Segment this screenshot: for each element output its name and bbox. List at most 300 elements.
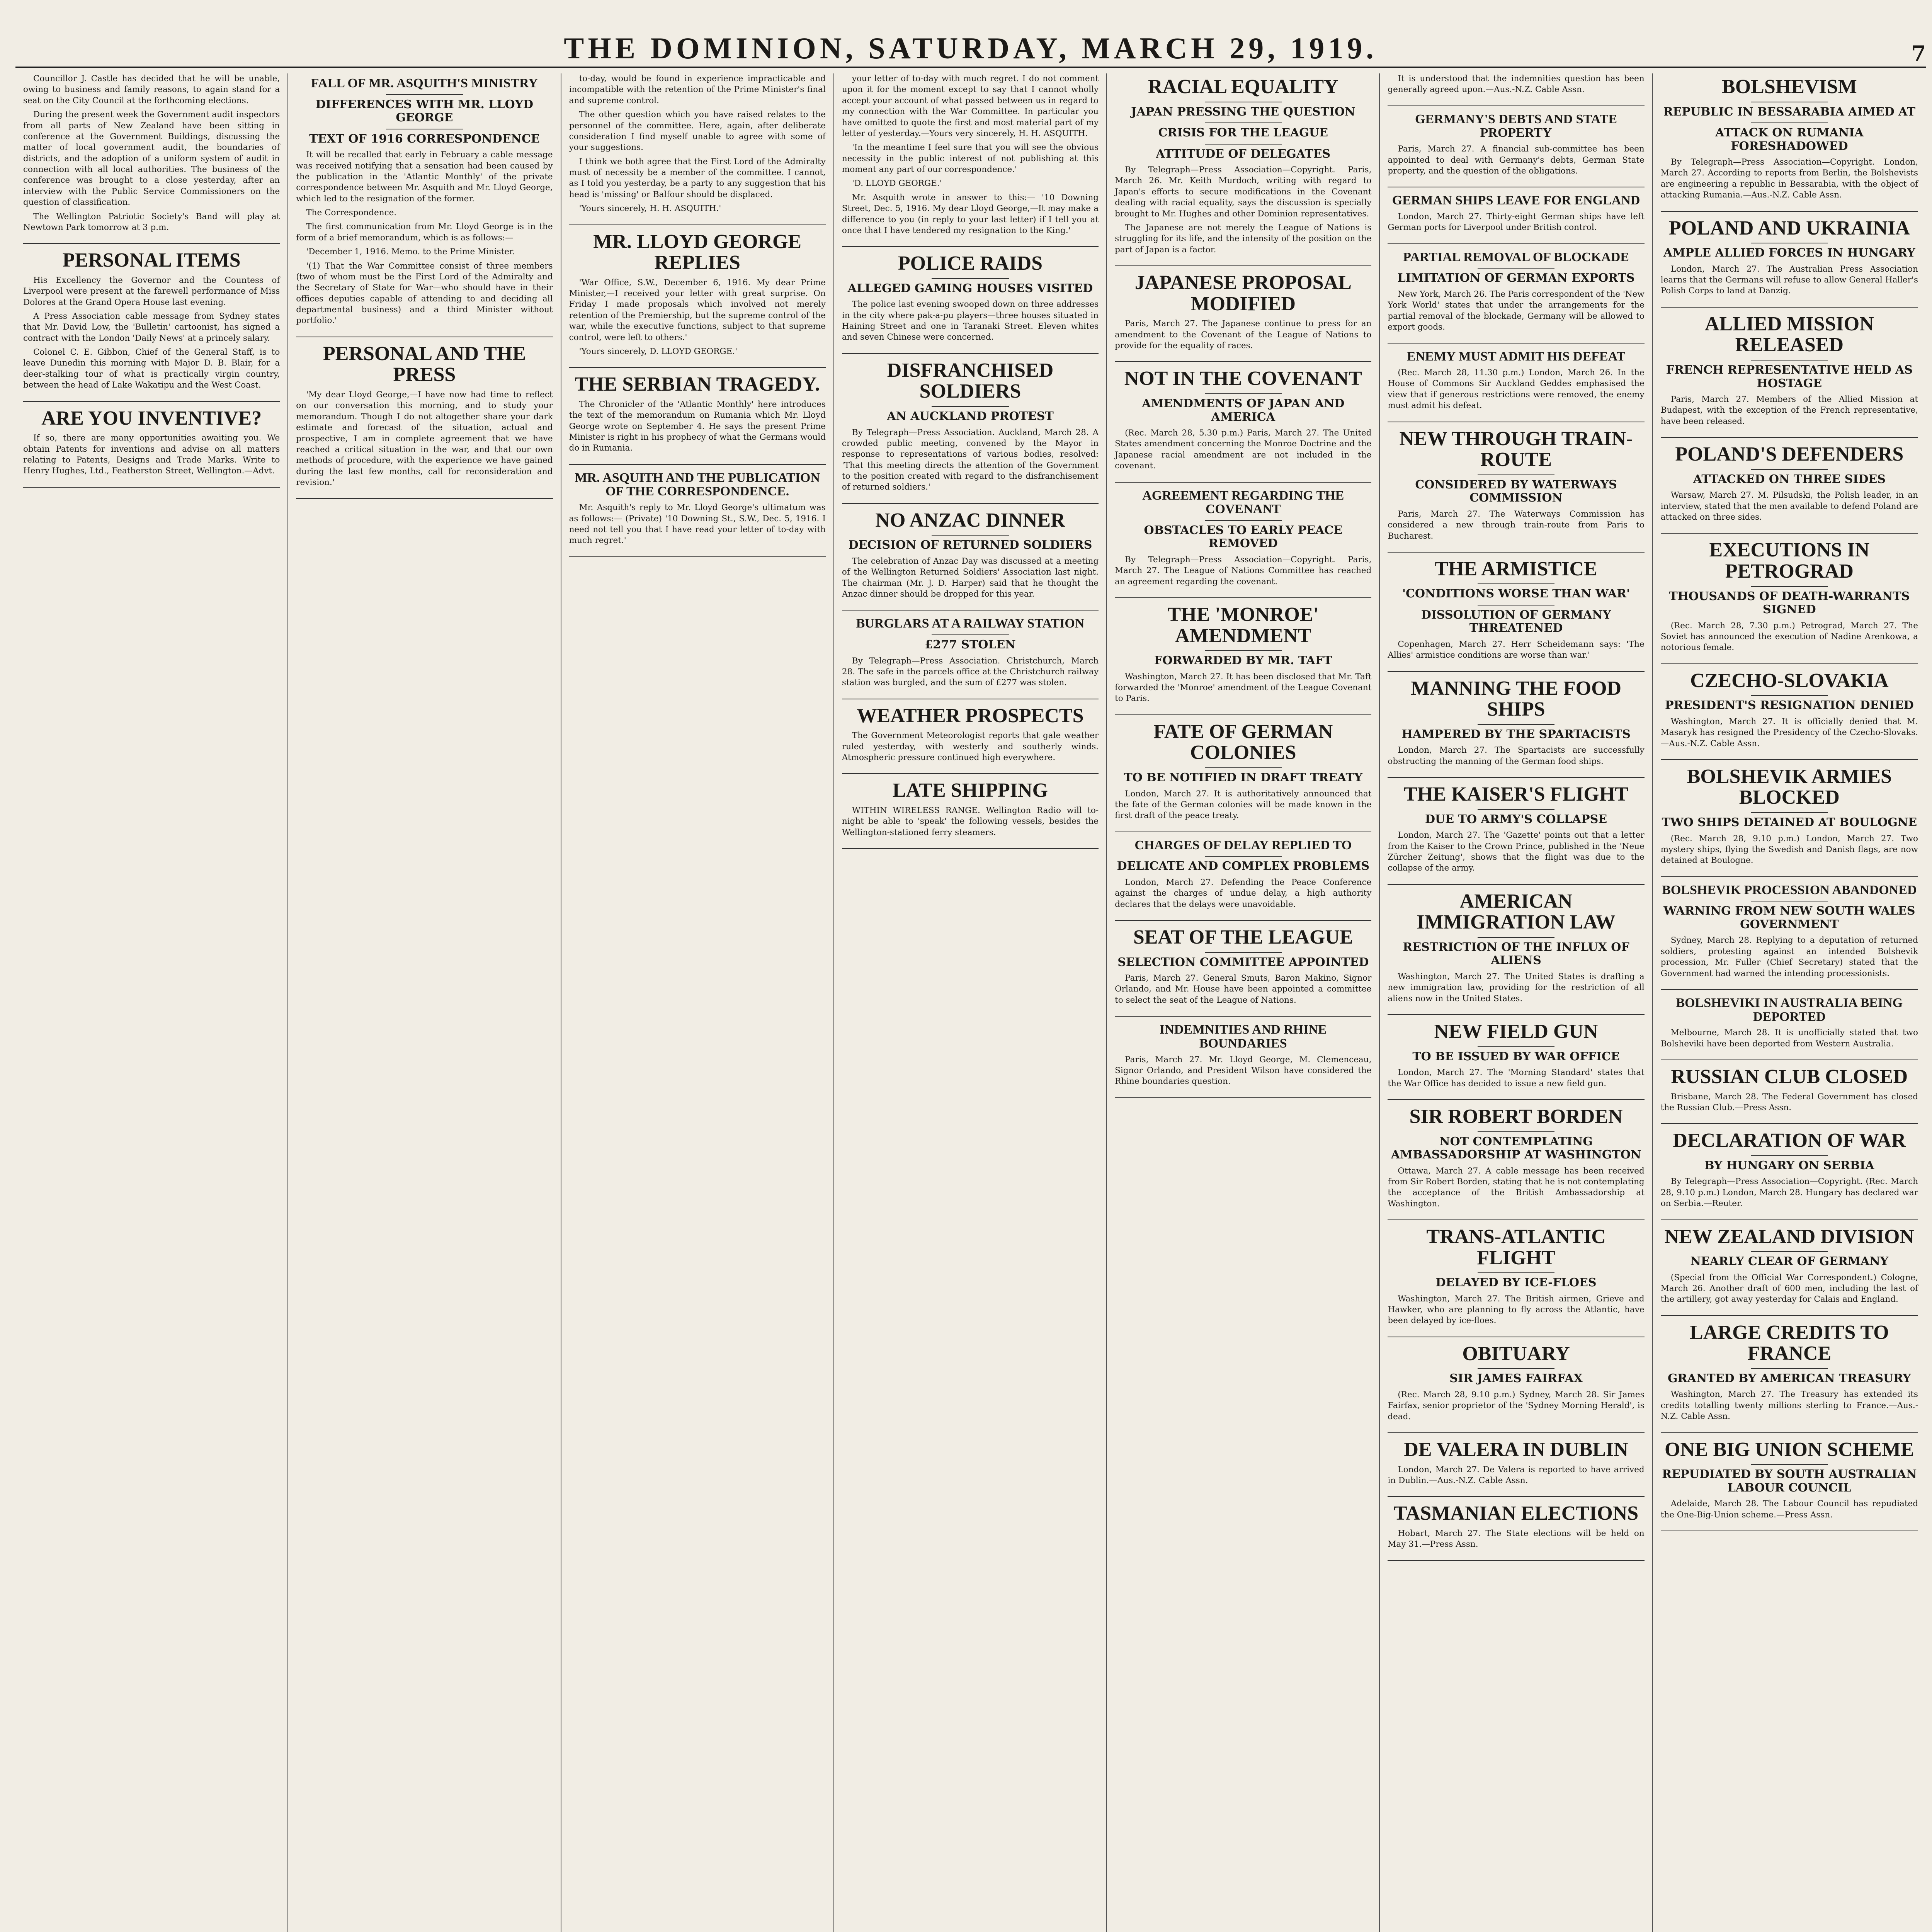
article-headline: NO ANZAC DINNER (875, 509, 1065, 531)
column-5 (1107, 73, 1380, 1932)
article-headline: PERSONAL AND THE PRESS (323, 342, 526, 386)
article-headline: BURGLARS AT A RAILWAY STATION (856, 616, 1085, 631)
article-separator (1661, 1219, 1918, 1220)
article-paragraph: Councillor J. Castle has decided that he will be unable, owing to business and family reasons, to again stand for a seat on the City Council at the forthcoming elections. (23, 74, 280, 105)
column-2 (288, 73, 561, 1932)
article (842, 706, 1099, 764)
columns (15, 73, 1926, 1932)
headline-rule (1751, 586, 1828, 587)
article-subheading: TO BE NOTIFIED IN DRAFT TREATY (1124, 771, 1363, 784)
article-paragraph: Hobart, March 27. The State elections will be held on May 31.—Press Assn. (1388, 1528, 1645, 1549)
article-headline: JAPANESE PROPOSAL MODIFIED (1134, 272, 1352, 315)
article-paragraph: London, March 27. The Australian Press Association learns that the Germans will refuse to allow General Haller's Polish Corps to land at Danzig. (1660, 264, 1918, 296)
headline-rule (1751, 360, 1828, 361)
headline-rule (1205, 856, 1282, 857)
article (569, 471, 826, 546)
article (1388, 678, 1644, 767)
article-paragraph: Colonel C. E. Gibbon, Chief of the General Staff, is to leave Dunedin this morning with Major D. B. Blair, for a deer-stalking tour of what is practically virgin country, between the head of Lake Wakatipu and the West Coast. (23, 347, 280, 390)
article-paragraph: Mr. Asquith wrote in answer to this:— '10 Downing Street, Dec. 5, 1916. My dear Lloyd George,—It may make a difference to you (in reply to your last letter) if I tell you at once that I have tendered my resignation to the King.' (842, 192, 1099, 235)
article-headline: POLAND AND UKRAINIA (1668, 217, 1910, 239)
headline-rule (1478, 1131, 1554, 1132)
article-subheading: DISSOLUTION OF GERMANY THREATENED (1421, 608, 1611, 635)
article-headline: RUSSIAN CLUB CLOSED (1671, 1066, 1908, 1088)
article-paragraph: London, March 27. De Valera is reported to have arrived in Dublin.—Aus.-N.Z. Cable Assn. (1388, 1464, 1645, 1485)
article-paragraph: London, March 27. The 'Morning Standard' states that the War Office has decided to issue a new field gun. (1388, 1068, 1645, 1088)
article-headline: BOLSHEVISM (1722, 76, 1857, 98)
headline-rule (1751, 1368, 1828, 1369)
article-subheading: 'CONDITIONS WORSE THAN WAR' (1402, 587, 1630, 601)
headline-rule (1751, 1251, 1828, 1252)
article-separator (842, 773, 1099, 774)
article-headline: INDEMNITIES AND RHINE BOUNDARIES (1159, 1022, 1327, 1051)
headline-rule (1205, 122, 1282, 123)
headline-rule (1205, 520, 1282, 521)
article-subheading: BY HUNGARY ON SERBIA (1704, 1158, 1874, 1172)
article (1388, 1226, 1644, 1327)
article-headline: NEW THROUGH TRAIN-ROUTE (1399, 427, 1633, 471)
article-separator (23, 243, 280, 244)
article-separator (1388, 243, 1644, 244)
headline-rule (1751, 695, 1828, 696)
article-paragraph: I think we both agree that the First Lord of the Admiralty must of necessity be a member of the committee. I cannot, as I told you yesterday, be a party to any suggestion that his head is 'missing' or Balfour should be displaced. (569, 156, 826, 199)
article-separator (1661, 759, 1918, 760)
headline-rule (1751, 812, 1828, 813)
article-separator (1661, 989, 1918, 990)
article (1661, 883, 1918, 979)
article-paragraph: Sydney, March 28. Replying to a deputation of returned soldiers, protesting against an intended Bolshevik procession, Mr. Fuller (Chief Secretary) stated that the Government had warned the intending processionists. (1660, 935, 1918, 978)
article (1388, 784, 1644, 874)
article-subheading: HAMPERED BY THE SPARTACISTS (1401, 727, 1631, 741)
article-paragraph: New York, March 26. The Paris correspondent of the 'New York World' states that under the arrangements for the partial removal of the blockade, Germany will be allowed to export goods. (1388, 289, 1645, 332)
article-headline: THE SERBIAN TRAGEDY. (575, 373, 820, 396)
article (842, 73, 1099, 236)
article-separator (1115, 265, 1371, 266)
article-paragraph: The celebration of Anzac Day was discussed at a meeting of the Wellington Returned Soldiers' Association last night. The chairman (Mr. J. D. Harper) said that he thought the Anzac dinner should be dropped for this year. (842, 556, 1099, 599)
article-separator (1388, 884, 1644, 885)
article-separator (1388, 1014, 1644, 1015)
article-separator (569, 367, 826, 368)
article-subheading: CRISIS FOR THE LEAGUE (1158, 126, 1328, 140)
article-separator (1388, 343, 1644, 344)
article-separator (1388, 777, 1644, 778)
article (1388, 559, 1644, 661)
article-subheading: CONSIDERED BY WATERWAYS COMMISSION (1415, 478, 1617, 505)
article-separator (842, 353, 1099, 354)
article-paragraph: Washington, March 27. The Treasury has extended its credits totalling twenty millions sterling to France.—Aus.-N.Z. Cable Assn. (1660, 1389, 1918, 1422)
article (1115, 721, 1371, 821)
article-paragraph: Paris, March 27. A financial sub-committee has been appointed to deal with Germany's debts, German State property, and the question of the obligations. (1388, 144, 1645, 176)
article-paragraph: to-day, would be found in experience impracticable and incompatible with the retention of the Prime Minister's final and supreme control. (569, 74, 826, 105)
article-headline: CHARGES OF DELAY REPLIED TO (1134, 838, 1352, 852)
article (296, 344, 553, 488)
headline-rule (932, 406, 1009, 407)
article-paragraph: During the present week the Government audit inspectors from all parts of New Zealand have been sitting in conference at the Government Buildings, discussing the matter of local government audit, the boundaries of districts, and the adoption of a uniform system of audit in connection with all local authorities. The business of the conference was brought to a close yesterday, after an interview with the Public Service Commissioners on the question of classification. (23, 110, 280, 207)
headline-rule (1751, 1464, 1828, 1465)
article-headline: OBITUARY (1462, 1342, 1570, 1365)
article-subheading: JAPAN PRESSING THE QUESTION (1131, 105, 1355, 119)
article-paragraph: If so, there are many opportunities awaiting you. We obtain Patents for inventions and advise on all matters relating to Patents, Designs and Trade Marks. Write to Henry Hughes, Ltd., Featherston Street, Wellington.—Advt. (23, 433, 280, 476)
headline-rule (1205, 952, 1282, 953)
column-1 (15, 73, 288, 1932)
article-subheading: LIMITATION OF GERMAN EXPORTS (1397, 271, 1635, 285)
article-subheading: DUE TO ARMY'S COLLAPSE (1425, 812, 1607, 826)
article-separator (1388, 671, 1644, 672)
headline-rule (932, 634, 1009, 635)
article-headline: ALLIED MISSION RELEASED (1704, 313, 1874, 356)
article-paragraph: (Rec. March 28, 9.10 p.m.) London, March 27. Two mystery ships, flying the Swedish and Danish flags, are now detained at Boulogne. (1660, 833, 1918, 866)
article-subheading: ATTACK ON RUMANIA FORESHADOWED (1715, 126, 1864, 153)
article-paragraph: The Government Meteorologist reports that gale weather ruled yesterday, with westerly and southerly winds. Atmospheric pressure continued high everywhere. (842, 731, 1099, 763)
article-paragraph: London, March 27. It is authoritatively announced that the fate of the German colonies will be made known in the first draft of the peace treaty. (1115, 789, 1372, 821)
article (1388, 1344, 1644, 1422)
article-paragraph: Washington, March 27. The British airmen, Grieve and Hawker, who are planning to fly across the Atlantic, have been delayed by ice-floes. (1388, 1294, 1645, 1326)
article-separator (1661, 533, 1918, 534)
article-paragraph: (Rec. March 28, 11.30 p.m.) London, March 26. In the House of Commons Sir Auckland Geddes emphasised the view that if generous restrictions were removed, the enemy must admit his defeat. (1388, 368, 1645, 411)
article-subheading: WARNING FROM NEW SOUTH WALES GOVERNMENT (1663, 904, 1915, 931)
article-paragraph: Melbourne, March 28. It is unofficially stated that two Bolsheviki have been deported from Western Australia. (1660, 1028, 1918, 1049)
article (1388, 73, 1644, 95)
article-headline: THE KAISER'S FLIGHT (1404, 783, 1628, 806)
article (1115, 927, 1371, 1006)
article (1661, 218, 1918, 297)
article-headline: NEW FIELD GUN (1434, 1020, 1598, 1043)
article-paragraph: 'My dear Lloyd George,—I have now had time to reflect on our conversation this morning, and to study your memorandum. Though I do not altogether share your dark estimate and forecast of the situation, actual and prospective, I am in complete agreement that we have reached a critical situation in the war, and that our own methods of procedure, with the experience we have gained during the last few months, call for reconsideration and revision.' (296, 390, 553, 487)
article-subheading: SIR JAMES FAIRFAX (1449, 1372, 1583, 1386)
headline-rule (1751, 1155, 1828, 1156)
article-separator (1115, 920, 1371, 921)
headline-rule (386, 94, 463, 95)
article-separator (569, 464, 826, 465)
article (1115, 838, 1371, 910)
article-headline: POLAND'S DEFENDERS (1675, 443, 1904, 466)
article-headline: WEATHER PROSPECTS (857, 704, 1084, 727)
article-headline: FATE OF GERMAN COLONIES (1153, 720, 1333, 764)
article (569, 73, 826, 214)
article-separator (1388, 1219, 1644, 1220)
headline-rule (1478, 809, 1554, 810)
article-paragraph: 'War Office, S.W., December 6, 1916. My dear Prime Minister,—I received your letter with great surprise. On Friday I made proposals which involved not merely retention of the Premiership, but the supreme control of the war, while the executive functions, subject to that supreme control, were left to others.' (569, 277, 826, 342)
article-headline: FALL OF MR. ASQUITH'S MINISTRY (311, 76, 538, 90)
article (1388, 429, 1644, 542)
article (569, 231, 826, 357)
article-paragraph: By Telegraph—Press Association. Auckland, March 28. A crowded public meeting, convened by the Mayor in response to representations of various bodies, resolved: 'That this meeting directs the attention of the Government to the position created with regard to the disfranchisement of returned soldiers.' (842, 427, 1099, 492)
masthead-title: THE DOMINION, SATURDAY, MARCH 29, 1919. (564, 31, 1378, 65)
article-paragraph: 'Yours sincerely, D. LLOYD GEORGE.' (579, 346, 737, 356)
article (1388, 250, 1644, 333)
article-paragraph: Brisbane, March 28. The Federal Government has closed the Russian Club.—Press Assn. (1660, 1092, 1918, 1112)
article (1115, 489, 1371, 588)
article-headline: PARTIAL REMOVAL OF BLOCKADE (1403, 250, 1629, 264)
article-headline: AMERICAN IMMIGRATION LAW (1417, 890, 1616, 934)
article-paragraph: By Telegraph—Press Association. Christchurch, March 28. The safe in the parcels office at the Christchurch railway station was burgled, and the sum of £277 was stolen. (842, 656, 1099, 688)
article-headline: ENEMY MUST ADMIT HIS DEFEAT (1406, 349, 1626, 364)
article-separator (1661, 876, 1918, 877)
headline-rule (932, 535, 1009, 536)
headline-rule (932, 278, 1009, 279)
headline-rule (1478, 724, 1554, 725)
article-headline: THE 'MONROE' AMENDMENT (1167, 604, 1319, 647)
article-headline: DE VALERA IN DUBLIN (1404, 1439, 1628, 1461)
article (1115, 368, 1371, 471)
article-separator (1661, 1432, 1918, 1433)
page-number: 7 (1911, 41, 1926, 66)
article-paragraph: Adelaide, March 28. The Labour Council has repudiated the One-Big-Union scheme.—Press Assn. (1660, 1499, 1918, 1520)
article-paragraph: The Wellington Patriotic Society's Band will play at Newtown Park tomorrow at 3 p.m. (23, 211, 280, 232)
article-paragraph: It is understood that the indemnities question has been generally agreed upon.—Aus.-N.Z. Cable Assn. (1388, 74, 1645, 95)
article-headline: BOLSHEVIK ARMIES BLOCKED (1687, 765, 1892, 809)
article-subheading: TEXT OF 1916 CORRESPONDENCE (309, 132, 540, 146)
article-separator (842, 503, 1099, 504)
article (1661, 670, 1918, 749)
article-paragraph: London, March 27. Thirty-eight German ships have left German ports for Liverpool under British control. (1388, 211, 1645, 233)
article-subheading: REPUBLIC IN BESSARABIA AIMED AT (1663, 105, 1916, 119)
article (1661, 1322, 1918, 1422)
article-paragraph: Warsaw, March 27. M. Pilsudski, the Polish leader, in an interview, stated that the men available to defend Poland are attacked on three sides. (1660, 490, 1918, 522)
article-paragraph: By Telegraph—Press Association—Copyright. Paris, March 26. Mr. Keith Murdoch, writing with regard to Japan's efforts to secure modifications in the Covenant dealing with racial equality, says the discussion is specially brought to Mr. Hughes and other Dominion representatives. (1115, 165, 1372, 219)
article-headline: SEAT OF THE LEAGUE (1133, 926, 1353, 948)
article-paragraph: The Chronicler of the 'Atlantic Monthly' here introduces the text of the memorandum on Rumania which Mr. Lloyd George wrote on September 4. He says the present Prime Minister is right in his prophecy of what the Germans would do in Rumania. (569, 399, 826, 453)
article-subheading: THOUSANDS OF DEATH-WARRANTS SIGNED (1669, 589, 1910, 617)
article (23, 250, 280, 391)
article (1388, 1439, 1644, 1486)
article (1115, 272, 1371, 351)
article (296, 77, 553, 327)
article-headline: LARGE CREDITS TO FRANCE (1690, 1321, 1889, 1365)
article-separator (1115, 597, 1371, 598)
article-subheading: £277 STOLEN (925, 638, 1016, 652)
article-headline: LATE SHIPPING (892, 779, 1048, 802)
article-paragraph: The other question which you have raised relates to the personnel of the committee. Here, again, after deliberate consideration I find myself unable to agree with some of your suggestions. (569, 110, 826, 153)
article-subheading: RESTRICTION OF THE INFLUX OF ALIENS (1403, 940, 1629, 968)
article-separator (1115, 1097, 1371, 1098)
article-paragraph: your letter of to-day with much regret. I do not comment upon it for the moment except to say that I cannot wholly accept your account of what passed between us in regard to my connection with the War Committee. In particular you have omitted to quote the first and most material part of my letter of yesterday.—Yours very sincerely, H. H. ASQUITH. (842, 74, 1099, 138)
article-headline: MANNING THE FOOD SHIPS (1411, 677, 1622, 721)
article-paragraph: Mr. Asquith's reply to Mr. Lloyd George's ultimatum was as follows:— (Private) '10 Downing St., S.W., Dec. 5, 1916. I need not tell you that I have read your letter of to-day with much regret.' (569, 503, 826, 546)
article-headline: TRANS-ATLANTIC FLIGHT (1426, 1226, 1606, 1269)
article (842, 780, 1099, 838)
article-subheading: DECISION OF RETURNED SOLDIERS (848, 538, 1092, 552)
article (842, 253, 1099, 343)
article (1388, 350, 1644, 411)
article (1388, 1503, 1644, 1550)
article-paragraph: It will be recalled that early in February a cable message was received notifying that a sensation had been caused by the publication in the 'Atlantic Monthly' of the private correspondence between Mr. Asquith and Mr. Lloyd George, which led to the resignation of the former. (296, 150, 553, 204)
article (1661, 1130, 1918, 1209)
article-paragraph: The police last evening swooped down on three addresses in the city where pak-a-pu players—three houses situated in Haining Street and one in Taranaki Street. Eleven whites and seven Chinese were concerned. (842, 299, 1099, 342)
article-headline: NOT IN THE COVENANT (1124, 367, 1362, 390)
article-subheading: TO BE ISSUED BY WAR OFFICE (1412, 1049, 1620, 1063)
article-paragraph: By Telegraph—Press Association—Copyright. Paris, March 27. The League of Nations Committee has reached an agreement regarding the covenant. (1115, 554, 1372, 587)
article-paragraph: His Excellency the Governor and the Countess of Liverpool were present at the farewell performance of Miss Dolores at the Grand Opera House last evening. (23, 275, 280, 307)
article-paragraph: By Telegraph—Press Association—Copyright. London, March 27. According to reports from Berlin, the Bolshevists are engineering a republic in Bessarabia, with the object of attacking Rumania.—Aus.-N.Z. Cable Assn. (1660, 157, 1918, 200)
article-paragraph: (Rec. March 28, 9.10 p.m.) Sydney, March 28. Sir James Fairfax, senior proprietor of the 'Sydney Morning Herald', is dead. (1388, 1389, 1645, 1422)
headline-rule (1478, 1046, 1554, 1047)
article-subheading: PRESIDENT'S RESIGNATION DENIED (1665, 699, 1914, 713)
article-subheading: ALLEGED GAMING HOUSES VISITED (847, 281, 1093, 295)
article-subheading: NEARLY CLEAR OF GERMANY (1690, 1255, 1889, 1269)
article-paragraph: A Press Association cable message from Sydney states that Mr. David Low, the 'Bulletin' cartoonist, has signed a contract with the London 'Daily News' at a princely salary. (23, 311, 280, 343)
article (1661, 540, 1918, 653)
article-subheading: AMPLE ALLIED FORCES IN HUNGARY (1663, 246, 1915, 260)
article-headline: ARE YOU INVENTIVE? (41, 407, 262, 429)
article-paragraph: 'D. LLOYD GEORGE.' (852, 179, 942, 189)
article-paragraph: '(1) That the War Committee consist of three members (two of whom must be the First Lord of the Admiralty and the Secretary of State for War—who should have in their offices deputies capable of attending to and deciding all departmental business) and a third Minister without portfolio.' (296, 261, 553, 326)
article-headline: DECLARATION OF WAR (1673, 1129, 1906, 1152)
article-paragraph: WITHIN WIRELESS RANGE. Wellington Radio will to-night be able to 'speak' the following vessels, besides the Wellington-stationed ferry steamers. (842, 806, 1099, 837)
article-paragraph: Paris, March 27. Members of the Allied Mission at Budapest, with the exception of the French representative, have been released. (1660, 395, 1918, 426)
article-headline: BOLSHEVIKI IN AUSTRALIA BEING DEPORTED (1676, 995, 1903, 1024)
column-7 (1653, 73, 1926, 1932)
article-separator (1661, 437, 1918, 438)
article-separator (1388, 1560, 1644, 1561)
article (1388, 112, 1644, 177)
article (569, 374, 826, 454)
article-subheading: SELECTION COMMITTEE APPOINTED (1117, 955, 1369, 969)
article (1661, 314, 1918, 427)
article (1661, 996, 1918, 1049)
article-separator (569, 556, 826, 557)
article-subheading: DIFFERENCES WITH MR. LLOYD GEORGE (315, 97, 534, 125)
headline-rule (1478, 268, 1554, 269)
article-separator (1661, 307, 1918, 308)
article-separator (23, 487, 280, 488)
article (842, 360, 1099, 493)
article-paragraph: Washington, March 27. It is officially denied that M. Masaryk has resigned the Presidency of the Czecho-Slovaks.—Aus.-N.Z. Cable Assn. (1660, 716, 1918, 748)
article-paragraph: The Correspondence. (306, 208, 397, 218)
article-separator (1661, 211, 1918, 212)
article (1388, 1106, 1644, 1209)
article-headline: AGREEMENT REGARDING THE COVENANT (1142, 488, 1344, 517)
article-subheading: REPUDIATED BY SOUTH AUSTRALIAN LABOUR COUNCIL (1662, 1468, 1917, 1495)
masthead (15, 19, 1926, 68)
article-paragraph: London, March 27. Defending the Peace Conference against the charges of undue delay, a high authority declares that the delays were unavoidable. (1115, 877, 1372, 909)
article-paragraph: By Telegraph—Press Association—Copyright. (Rec. March 28, 9.10 p.m.) London, March 28. Hungary has declared war on Serbia.—Reuter. (1660, 1177, 1918, 1209)
article-paragraph: (Special from the Official War Correspondent.) Cologne, March 26. Another draft of 600 men, including the last of the artillery, got away yesterday for Calais and England. (1660, 1272, 1918, 1304)
article-paragraph: 'December 1, 1916. Memo. to the Prime Minister. (306, 247, 515, 257)
article-headline: EXECUTIONS IN PETROGRAD (1709, 539, 1870, 582)
article-paragraph: Paris, March 27. General Smuts, Baron Makino, Signor Orlando, and Mr. House have been appointed a committee to select the seat of the League of Nations. (1115, 973, 1372, 1005)
headline-rule (1751, 469, 1828, 470)
article (1388, 1021, 1644, 1089)
article-paragraph: Washington, March 27. The United States is drafting a new immigration law, providing for the restriction of all aliens now in the United States. (1388, 971, 1645, 1003)
article-paragraph: Paris, March 27. Mr. Lloyd George, M. Clemenceau, Signor Orlando, and President Wilson have considered the Rhine boundaries question. (1115, 1054, 1372, 1087)
article-headline: POLICE RAIDS (898, 252, 1043, 275)
article (23, 73, 280, 233)
article-separator (1388, 1099, 1644, 1100)
headline-rule (1205, 767, 1282, 768)
article-headline: GERMAN SHIPS LEAVE FOR ENGLAND (1392, 193, 1640, 208)
article (1661, 1439, 1918, 1520)
article-subheading: GRANTED BY AMERICAN TREASURY (1668, 1371, 1911, 1385)
article-paragraph: Washington, March 27. It has been disclosed that Mr. Taft forwarded the 'Monroe' amendment of the League Covenant to Paris. (1115, 672, 1372, 704)
article-separator (1115, 482, 1371, 483)
article-headline: DISFRANCHISED SOLDIERS (887, 359, 1054, 403)
headline-rule (1478, 474, 1554, 475)
article-paragraph: Paris, March 27. The Waterways Commission has considered a new through train-route from Paris to Bucharest. (1388, 509, 1645, 541)
headline-rule (1205, 393, 1282, 394)
article-subheading: NOT CONTEMPLATING AMBASSADORSHIP AT WASHINGTON (1391, 1134, 1641, 1162)
article-headline: SIR ROBERT BORDEN (1409, 1105, 1623, 1128)
article-separator (1115, 1016, 1371, 1017)
article-separator (842, 246, 1099, 247)
article-separator (23, 401, 280, 402)
article-separator (842, 610, 1099, 611)
article-separator (1388, 105, 1644, 106)
article (842, 617, 1099, 688)
article-separator (1388, 1432, 1644, 1433)
article-headline: ONE BIG UNION SCHEME (1664, 1438, 1914, 1461)
article-separator (569, 224, 826, 225)
article-headline: BOLSHEVIK PROCESSION ABANDONED (1662, 883, 1917, 897)
article-paragraph: 'Yours sincerely, H. H. ASQUITH.' (579, 204, 721, 214)
article-subheading: DELICATE AND COMPLEX PROBLEMS (1117, 859, 1370, 873)
headline-rule (1478, 1272, 1554, 1273)
article-subheading: FORWARDED BY MR. TAFT (1154, 654, 1332, 668)
article-separator (1661, 663, 1918, 664)
column-3 (561, 73, 834, 1932)
article-headline: THE ARMISTICE (1435, 558, 1597, 580)
article-headline: MR. ASQUITH AND THE PUBLICATION OF THE CORRESPONDENCE. (575, 470, 820, 499)
article-separator (296, 498, 553, 499)
article-headline: CZECHO-SLOVAKIA (1690, 669, 1889, 692)
article-subheading: OBSTACLES TO EARLY PEACE REMOVED (1144, 523, 1343, 551)
article-subheading: FRENCH REPRESENTATIVE HELD AS HOSTAGE (1666, 363, 1913, 390)
article (23, 408, 280, 477)
article-subheading: ATTITUDE OF DELEGATES (1156, 147, 1331, 161)
headline-rule (1478, 1368, 1554, 1369)
column-6 (1380, 73, 1653, 1932)
article (1388, 891, 1644, 1004)
article-paragraph: The first communication from Mr. Lloyd George is in the form of a brief memorandum, which is as follows:— (296, 222, 553, 243)
article (1661, 444, 1918, 523)
article-separator (842, 848, 1099, 849)
article-paragraph: (Rec. March 28, 5.30 p.m.) Paris, March 27. The United States amendment concerning the Monroe Doctrine and the Japanese racial amendment are not included in the covenant. (1115, 428, 1372, 471)
article-separator (1388, 1496, 1644, 1497)
article-subheading: TWO SHIPS DETAINED AT BOULOGNE (1662, 816, 1917, 830)
article (1661, 1226, 1918, 1305)
article-separator (1661, 1123, 1918, 1124)
article-paragraph: London, March 27. The Spartacists are successfully obstructing the manning of the German food ships. (1388, 745, 1645, 766)
headline-rule (1478, 583, 1554, 584)
article-headline: PERSONAL ITEMS (62, 249, 241, 272)
article-headline: NEW ZEALAND DIVISION (1664, 1225, 1914, 1248)
article (1661, 77, 1918, 201)
article-headline: TASMANIAN ELECTIONS (1393, 1502, 1639, 1525)
article-paragraph: Copenhagen, March 27. Herr Scheidemann says: 'The Allies' armistice conditions are worse than war.' (1388, 639, 1645, 660)
article-paragraph: 'In the meantime I feel sure that you will see the obvious necessity in the public interest of not publishing at this moment any part of our correspondence.' (842, 143, 1099, 174)
article-subheading: DELAYED BY ICE-FLOES (1435, 1276, 1597, 1290)
headline-rule (1205, 650, 1282, 651)
article-paragraph: Ottawa, March 27. A cable message has been received from Sir Robert Borden, stating that he is not contemplating the acceptance of the British Ambassadorship at Washington. (1388, 1166, 1645, 1209)
article (1661, 766, 1918, 866)
article-headline: RACIAL EQUALITY (1148, 76, 1338, 98)
article (1115, 77, 1371, 255)
article (1115, 1023, 1371, 1087)
article (1388, 194, 1644, 233)
column-4 (834, 73, 1107, 1932)
article-paragraph: Paris, March 27. The Japanese continue to press for an amendment to the Covenant of the League of Nations to provide for the equality of races. (1115, 319, 1372, 351)
article-paragraph: (Rec. March 28, 7.30 p.m.) Petrograd, March 27. The Soviet has announced the execution of Nadine Arenkowa, a notorious female. (1660, 621, 1918, 653)
article-separator (1661, 1315, 1918, 1316)
article-separator (1115, 714, 1371, 715)
article-separator (1388, 552, 1644, 553)
article-subheading: AN AUCKLAND PROTEST (887, 410, 1054, 423)
article (1661, 1066, 1918, 1113)
headline-rule (1205, 144, 1282, 145)
article-paragraph: The Japanese are not merely the League of Nations is struggling for its life, and the intensity of the position on the part of Japan is a factor. (1115, 223, 1372, 255)
article-separator (1115, 361, 1371, 362)
headline-rule (1478, 937, 1554, 938)
article-paragraph: London, March 27. The 'Gazette' points out that a letter from the Kaiser to the Crown Prince, published in the 'Neue Zürcher Zeitung', shows that the flight was due to the collapse of the army. (1388, 830, 1645, 873)
